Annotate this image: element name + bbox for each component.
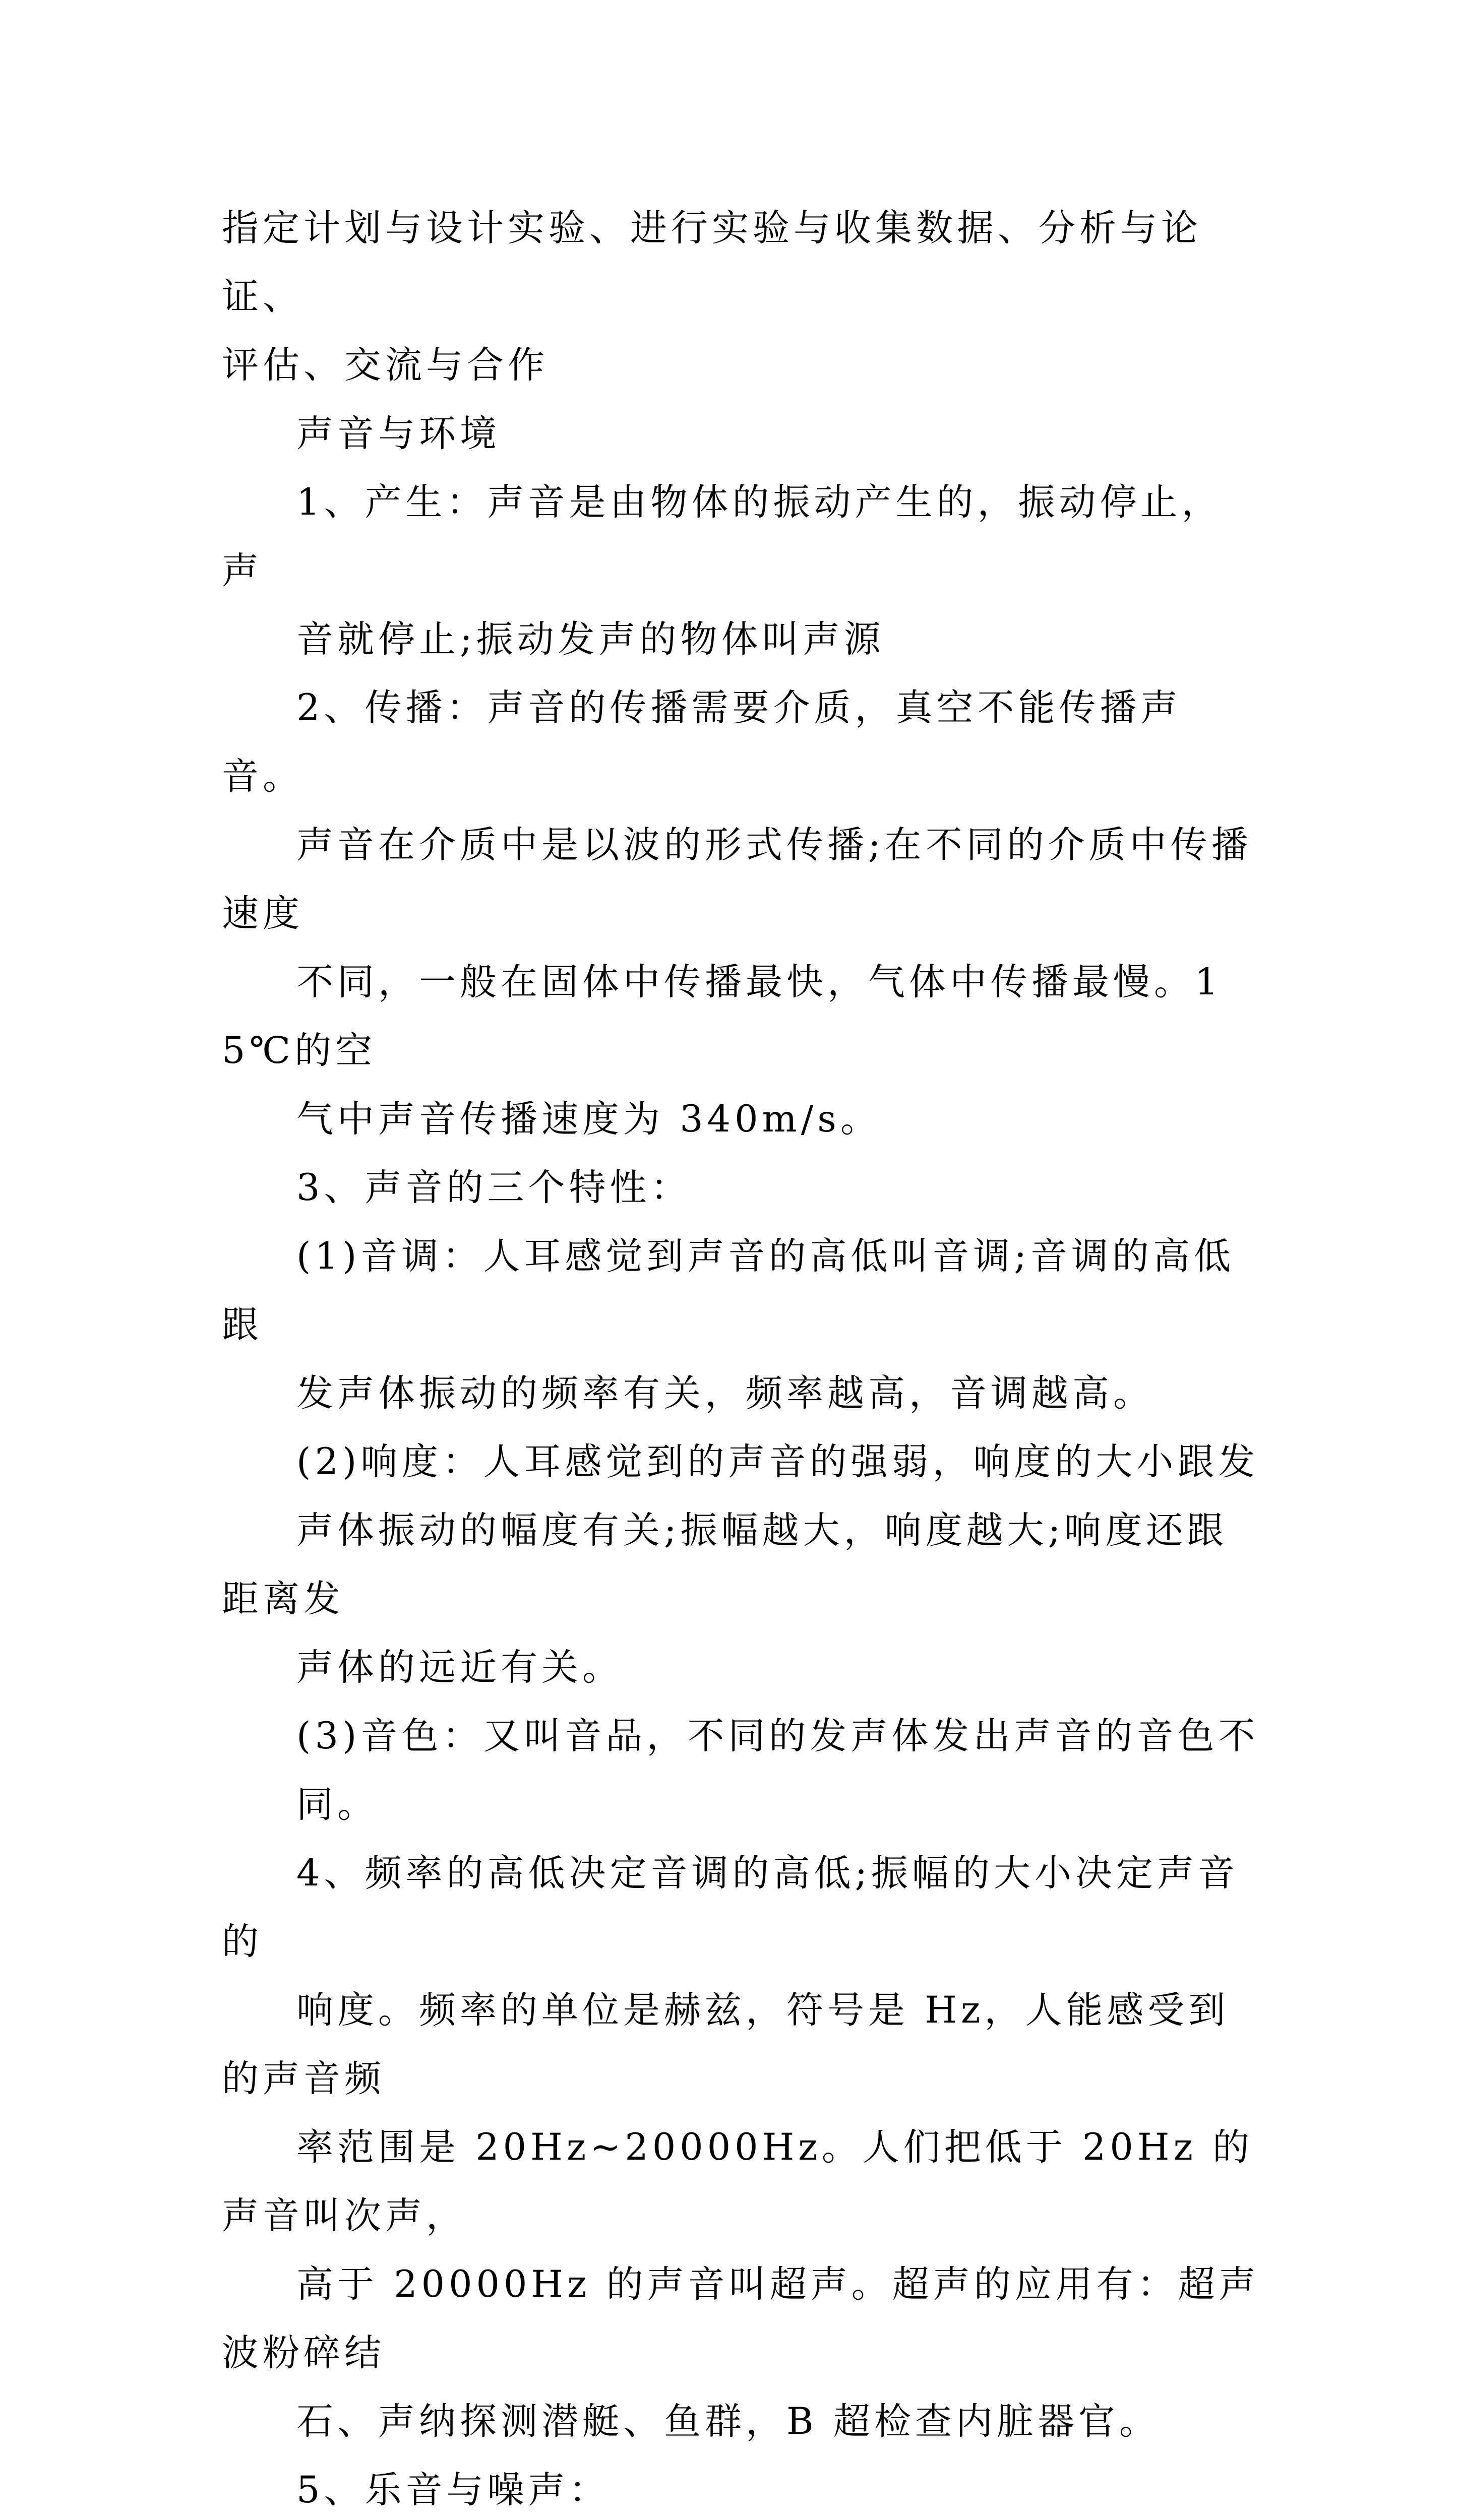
text-line: 声体振动的幅度有关;振幅越大，响度越大;响度还跟距离发	[222, 1509, 1228, 1620]
text-line: 响度。频率的单位是赫兹，符号是 Hz，人能感受到的声音频	[222, 1989, 1230, 2100]
section-heading-sound-environment	[222, 400, 1260, 468]
text-line: 评估、交流与合作	[222, 344, 549, 387]
text-line: 声音在介质中是以波的形式传播;在不同的介质中传播速度	[222, 824, 1252, 935]
text-line: 发声体振动的频率有关，频率越高，音调越高。	[296, 1372, 1154, 1415]
text-line: 4、频率的高低决定音调的高低;振幅的大小决定声音的	[222, 1852, 1239, 1963]
paragraph-inquiry-steps	[222, 194, 1260, 400]
text-line: (3)音色：又叫音品，不同的发声体发出声音的音色不	[296, 1715, 1259, 1757]
paragraph-loudness	[222, 1428, 1260, 1702]
paragraph-sound-propagation	[222, 674, 1260, 1154]
text-line: 高于 20000Hz 的声音叫超声。超声的应用有：超声波粉碎结	[222, 2263, 1260, 2374]
text-line: 5、乐音与噪声：	[296, 2469, 610, 2511]
text-line: 音就停止;振动发声的物体叫声源	[296, 618, 885, 661]
text-line: 2、传播：声音的传播需要介质，真空不能传播声音。	[222, 686, 1182, 798]
paragraph-three-characteristics	[222, 1154, 1260, 1222]
text-line: 不同，一般在固体中传播最快，气体中传播最慢。15℃的空	[222, 961, 1223, 1072]
text-line: (2)响度：人耳感觉到的声音的强弱，响度的大小跟发	[296, 1440, 1259, 1483]
paragraph-frequency-amplitude	[222, 1839, 1260, 2456]
text-line: (1)音调：人耳感觉到声音的高低叫音调;音调的高低跟	[222, 1235, 1235, 1346]
text-line: 声体的远近有关。	[296, 1646, 623, 1689]
document-body	[222, 194, 1260, 2520]
text-line: 1、产生：声音是由物体的振动产生的，振动停止，声	[222, 481, 1223, 592]
paragraph-music-noise	[222, 2456, 1260, 2520]
text-line: 指定计划与设计实验、进行实验与收集数据、分析与论证、	[222, 207, 1202, 318]
text-line: 同。	[296, 1783, 378, 1826]
text-line: 率范围是 20Hz~20000Hz。人们把低于 20Hz 的声音叫次声，	[222, 2126, 1254, 2237]
paragraph-sound-production	[222, 468, 1260, 674]
text-line: 气中声音传播速度为 340m/s。	[296, 1098, 881, 1141]
paragraph-pitch	[222, 1222, 1260, 1428]
text-line: 石、声纳探测潜艇、鱼群，B 超检查内脏器官。	[296, 2400, 1160, 2443]
text-line: 声音与环境	[296, 412, 501, 455]
paragraph-timbre	[222, 1702, 1260, 1839]
text-line: 3、声音的三个特性：	[296, 1166, 692, 1209]
